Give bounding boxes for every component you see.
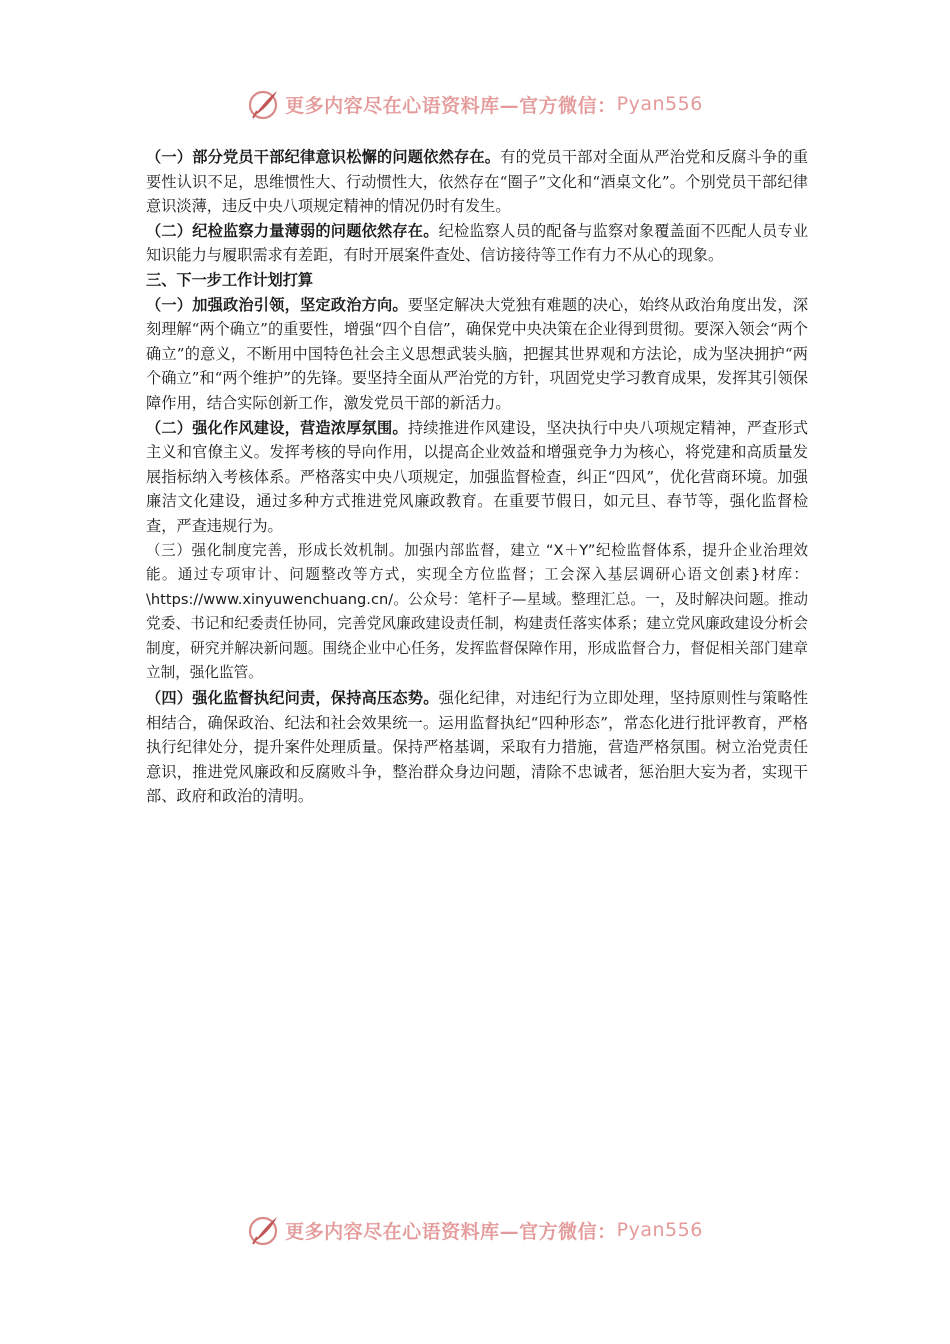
paragraph-lead: （四）强化监督执纪问责，保持高压态势。 [146, 689, 439, 708]
quill-logo-icon [247, 1213, 281, 1247]
paragraph [146, 145, 808, 219]
paragraph-text: 强化纪律，对违纪行为立即处理，坚持原则性与策略性相结合，确保政治、纪法和社会效果统一。运用监督执纪“四种形态”，常态化进行批评教育，严格执行纪律处分，提升案件处理质量。保持严格基调，采取有力措施，营造严格氛围。树立治党责任意识，推进党风廉政和反腐败斗争，整治群众身边问题，清除不忠诚者，惩治胆大妄为者，实现干部、政府和政治的清明。 [146, 689, 809, 806]
watermark-text: 更多内容尽在心语资料库—官方微信： [285, 1220, 617, 1243]
paragraph-text: 要坚定解决大党独有难题的决心，始终从政治角度出发，深刻理解“两个确立”的重要性，增强“四个自信”，确保党中央决策在企业得到贯彻。要深入领会“两个确立”的意义，不断用中国特色社会主义思想武装头脑，把握其世界观和方法论，成为坚决拥护“两个确立”和“两个维护”的先锋。要坚持全面从严治党的方针，巩固党史学习教育成果，发挥其引领保障作用，结合实际创新工作，激发党员干部的新活力。 [146, 295, 809, 412]
watermark-text: 更多内容尽在心语资料库—官方微信： [285, 94, 617, 117]
header-watermark [0, 84, 950, 124]
footer-watermark [0, 1210, 950, 1250]
paragraph-text: 持续推进作风建设，坚决执行中央八项规定精神，严查形式主义和官僚主义。发挥考核的导向作用，以提高企业效益和增强竞争力为核心，将党建和高质量发展指标纳入考核体系。严格落实中央八项规定，加强监督检查，纠正“四风”，优化营商环境。加强廉洁文化建设，通过多种方式推进党风廉政教育。在重要节假日，如元旦、春节等，强化监督检查，严查违规行为。 [146, 418, 809, 535]
watermark-id: Pyan556 [616, 1219, 703, 1241]
paragraph-text: 纪检监察人员的配备与监察对象覆盖面不匹配人员专业知识能力与履职需求有差距，有时开展案件查处、信访接待等工作有力不从心的现象。 [146, 221, 809, 265]
paragraph-lead: （二）纪检监察力量薄弱的问题依然存在。 [146, 221, 439, 240]
paragraph [146, 293, 808, 416]
paragraph [146, 219, 808, 268]
paragraph-lead: （一）部分党员干部纪律意识松懈的问题依然存在。 [146, 148, 501, 166]
watermark-id: Pyan556 [616, 93, 703, 115]
paragraph-lead: （一）加强政治引领，坚定政治方向。 [146, 295, 408, 314]
section-heading: 三、下一步工作计划打算 [146, 270, 314, 289]
paragraph-lead: （二）强化作风建设，营造浓厚氛围。 [146, 418, 408, 437]
paragraph [146, 416, 808, 539]
paragraph [146, 686, 808, 809]
paragraph-sans: （三）强化制度完善，形成长效机制。加强内部监督，建立 “X＋Y”纪检监督体系，提升企业治理效能。通过专项审计、问题整改等方式，实现全方位监督；工会深入基层调研心语文创素}材库：\https://www.xinyuwenchuang.cn/。公众号：笔杆子—星域。整理汇总。一，及时解决问题。推动党委、书记和纪委责任协同，完善党风廉政建设责任制，构建责任落实体系；建立党风廉政建设分析会制度，研究并解决新问题。围绕企业中心任务，发挥监督保障作用，形成监督合力，督促相关部门建章立制，强化监管。 [146, 541, 808, 682]
document-body [146, 145, 808, 809]
paragraph-text: 有的党员干部对全面从严治党和反腐斗争的重要性认识不足，思维惯性大、行动惯性大，依然存在“圈子”文化和“酒桌文化”。个别党员干部纪律意识淡薄，违反中央八项规定精神的情况仍时有发生。 [146, 148, 809, 216]
quill-logo-icon [247, 87, 281, 121]
